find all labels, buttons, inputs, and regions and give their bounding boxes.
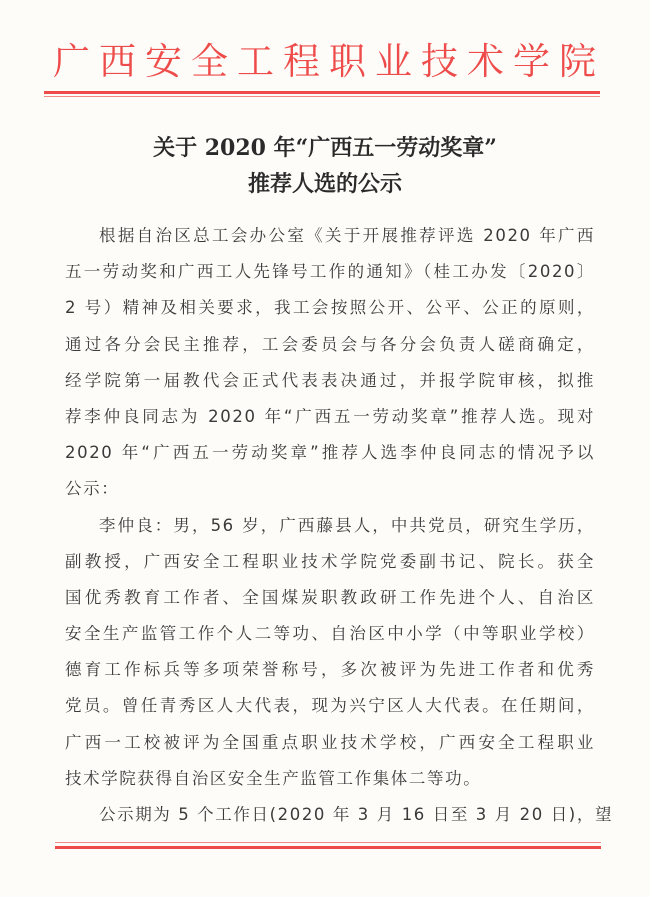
header-rule-thick: [44, 91, 600, 94]
text-line: 经学院第一届教代会正式代表表决通过，并报学院审核，拟推: [65, 370, 595, 390]
text-line: 德育工作标兵等多项荣誉称号，多次被评为先进工作者和优秀: [65, 660, 595, 680]
text-line: 根据自治区总工会办公室《关于开展推荐评选 2020 年广西: [99, 226, 595, 245]
text-line: 党员。曾任青秀区人大代表，现为兴宁区人大代表。在任期间，: [65, 696, 595, 716]
document-title-line-2: 推荐人选的公示: [247, 171, 402, 197]
footer-rule-thin: [55, 842, 601, 843]
text-line: 五一劳动奖和广西工人先锋号工作的通知》（桂工办发〔2020〕: [65, 262, 595, 282]
paragraph-candidate-profile: [65, 508, 595, 798]
text-line: 通过各分会民主推荐，工会委员会与各分会负责人磋商确定，: [65, 334, 595, 354]
paragraph-publicity-period: [65, 797, 614, 833]
letterhead-title: 广西安全工程职业技术学院: [53, 40, 605, 83]
text-line: 李仲良：男，56 岁，广西藤县人，中共党员，研究生学历，: [99, 515, 595, 535]
text-line: 公示期为 5 个工作日(2020 年 3 月 16 日至 3 月 20 日)，望: [99, 805, 614, 824]
text-line: 公示：: [65, 479, 120, 499]
document-title-line-1: 关于 2020 年“广西五一劳动奖章”: [153, 135, 497, 161]
text-line: 安全生产监管工作个人二等功、自治区中小学（中等职业学校）: [65, 624, 595, 644]
text-line: 广西一工校被评为全国重点职业技术学校，广西安全工程职业: [65, 732, 595, 752]
text-line: 副教授，广西安全工程职业技术学院党委副书记、院长。获全: [65, 551, 595, 571]
text-line: 2020 年“广西五一劳动奖章”推荐人选李仲良同志的情况予以: [65, 443, 595, 463]
paragraph-basis: [65, 218, 595, 508]
footer-rule-thick: [55, 846, 601, 849]
text-line: 荐李仲良同志为 2020 年“广西五一劳动奖章”推荐人选。现对: [65, 406, 595, 426]
header-rule-thin: [44, 96, 600, 97]
text-line: 2 号）精神及相关要求，我工会按照公开、公平、公正的原则，: [65, 298, 595, 318]
document-body: [65, 218, 614, 833]
text-line: 国优秀教育工作者、全国煤炭职教政研工作先进个人、自治区: [65, 587, 595, 607]
text-line: 技术学院获得自治区安全生产监管工作集体二等功。: [65, 768, 482, 788]
